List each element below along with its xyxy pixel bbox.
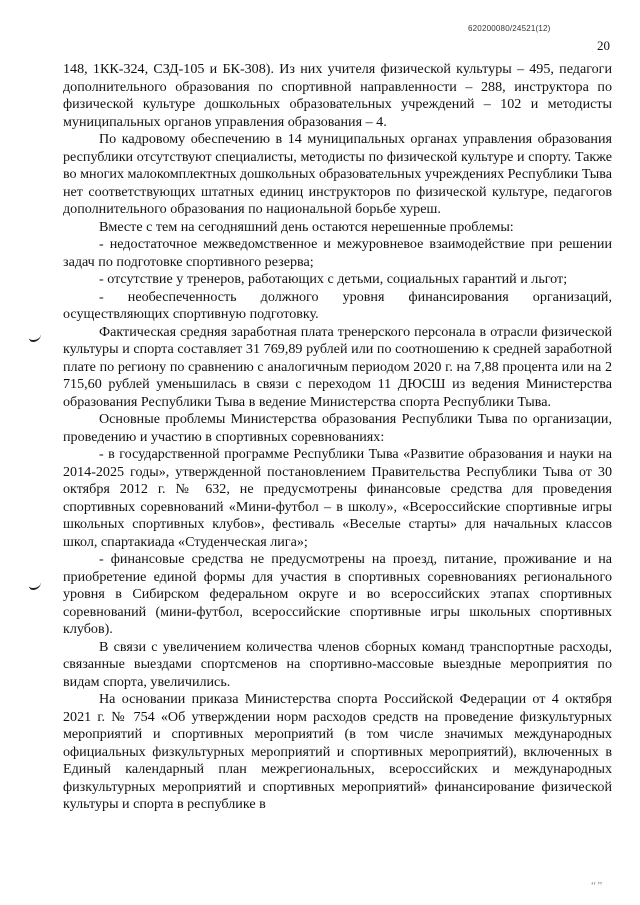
paragraph-12: На основании приказа Министерства спорта Российской Федерации от 4 октября 2021 г. № 754 «Об утверждении норм расходов средств на проведение физкультурных мероприятий и спортивных мероприятий (в том числе значимых международных официальных физкультурных мероприятий и спортивных мероприятий), включенных в Единый календарный план межрегиональных, всероссийских и международных физкультурных мероприятий и спортивных мероприятий» финансирование физической культуры и спорта в республике в — [63, 691, 612, 812]
document-body — [63, 61, 612, 814]
paragraph-7: Фактическая средняя заработная плата тренерского персонала в отрасли физической культуры и спорта составляет 31 769,89 рублей или по соотношению к средней заработной плате по региону по сравнению с аналогичным периодом 2020 г. на 7,88 процента или на 2 715,60 рублей уменьшилась в связи с переходом 11 ДЮСШ из ведения Министерства образования Республики Тыва в ведение Министерства спорта Республики Тыва. — [63, 323, 612, 410]
margin-tick-mark — [29, 582, 41, 590]
paragraph-3: Вместе с тем на сегодняшний день остаются нерешенные проблемы: — [99, 218, 514, 235]
paragraph-9: - в государственной программе Республики Тыва «Развитие образования и науки на 2014-2025 годы», утвержденной постановлением Правительства Республики Тыва от 30 октября 2012 г. № 632, не предусмотрены финансовые средства для проведения спортивных соревнований «Мини-футбол – в школу», «Всероссийские спортивные игры школьных спортивных клубов», фестиваль «Веселые старты» для начальных классов школ, спартакиада «Студенческая лига»; — [63, 446, 612, 550]
paragraph-10: - финансовые средства не предусмотрены на проезд, питание, проживание и на приобретение единой формы для участия в спортивных соревнованиях регионального уровня в Сибирском федеральном округе и во всероссийских этапах спортивных соревнований (мини-футбол, всероссийские спортивные игры школьных спортивных клубов). — [63, 551, 612, 637]
document-id: 620200080/24521(12) — [468, 24, 551, 33]
paragraph-2: По кадровому обеспечению в 14 муниципальных органах управления образования республики отсутствуют специалисты, методисты по физической культуре и спорту. Также во многих малокомплектных дошкольных образовательных учреждениях Республики Тыва нет соответствующих штатных единиц инструкторов по физической культуре, педагогов дополнительного образования по национальной борьбе хуреш. — [63, 131, 612, 217]
paragraph-4: - недостаточное межведомственное и межуровневое взаимодействие при решении задач по подготовке спортивного резерва; — [63, 236, 612, 270]
paragraph-5: - отсутствие у тренеров, работающих с детьми, социальных гарантий и льгот; — [99, 271, 568, 287]
corner-scribble-mark: “” — [590, 880, 603, 892]
paragraph-6: - необеспеченность должного уровня финансирования организаций, осуществляющих спортивную подготовку. — [63, 288, 612, 322]
paragraph-8: Основные проблемы Министерства образования Республики Тыва по организации, проведению и участию в спортивных соревнованиях: — [63, 411, 612, 445]
paragraph-1: 148, 1КК-324, СЗД-105 и БК-308). Из них учителя физической культуры – 495, педагоги дополнительного образования по спортивной направленности – 288, инструктора по физической культуре дошкольных образовательных учреждений – 102 и методисты муниципальных органов управления образования – 4. — [63, 61, 612, 130]
paragraph-11: В связи с увеличением количества членов сборных команд транспортные расходы, связанные выездами спортсменов на спортивно-массовые выездные мероприятия по видам спорта, увеличились. — [63, 638, 612, 690]
page-number: 20 — [597, 38, 610, 53]
margin-tick-mark — [29, 334, 41, 342]
